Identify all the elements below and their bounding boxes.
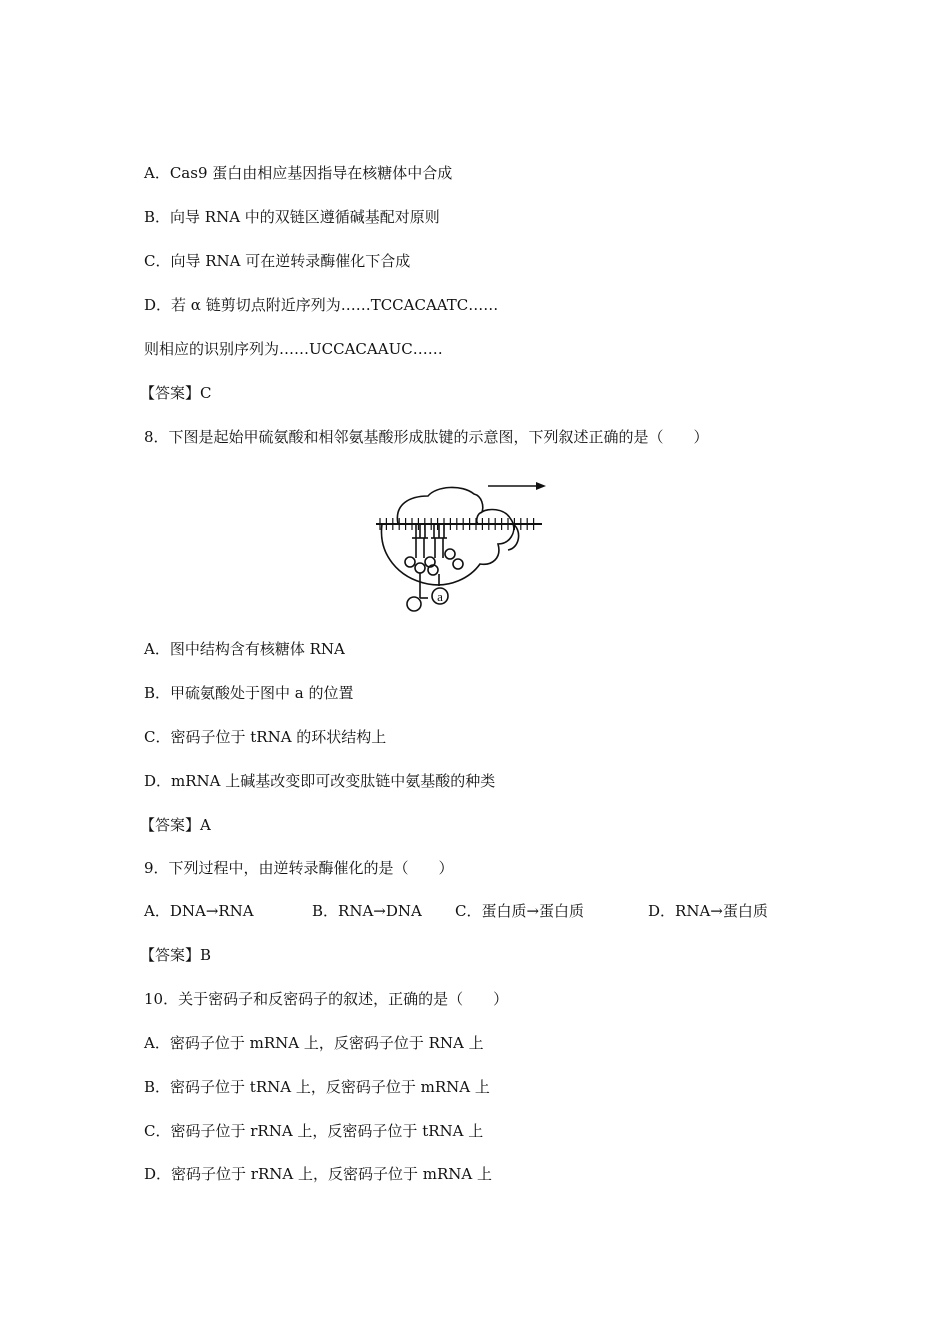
q7-option-b: B．向导 RNA 中的双链区遵循碱基配对原则: [144, 208, 440, 226]
q9-answer: 【答案】B: [140, 946, 212, 964]
q10-option-a: A．密码子位于 mRNA 上，反密码子位于 RNA 上: [144, 1034, 484, 1052]
q8-answer: 【答案】A: [140, 816, 211, 834]
q7-option-c: C．向导 RNA 可在逆转录酶催化下合成: [144, 252, 411, 270]
ribosome-lobe-divider: [477, 512, 482, 524]
q8-option-c: C．密码子位于 tRNA 的环状结构上: [144, 728, 387, 746]
q9-options-row: [0, 901, 950, 921]
q10-option-b: B．密码子位于 tRNA 上，反密码子位于 mRNA 上: [144, 1078, 490, 1096]
q8-option-a: A．图中结构含有核糖体 RNA: [144, 640, 345, 658]
q7-option-a: A．Cas9 蛋白由相应基因指导在核糖体中合成: [144, 164, 453, 182]
ribosome-lower-body: [381, 524, 513, 585]
ribosome-translation-figure: [370, 474, 550, 618]
q8-option-d: D．mRNA 上碱基改变即可改变肽链中氨基酸的种类: [144, 772, 496, 790]
q8-stem: 8．下图是起始甲硫氨酸和相邻氨基酸形成肽键的示意图，下列叙述正确的是（ ）: [144, 428, 709, 446]
q9-stem: 9．下列过程中，由逆转录酶催化的是（ ）: [144, 859, 454, 877]
q10-stem: 10．关于密码子和反密码子的叙述，正确的是（ ）: [144, 990, 509, 1008]
q10-option-c: C．密码子位于 rRNA 上，反密码子位于 tRNA 上: [144, 1122, 484, 1140]
q10-option-d: D．密码子位于 rRNA 上，反密码子位于 mRNA 上: [144, 1165, 492, 1183]
site-a-label: a: [437, 589, 443, 604]
q7-option-d-continuation: 则相应的识别序列为……UCCACAAUC……: [144, 340, 443, 358]
trna-left: [405, 524, 435, 598]
amino-acid-circle: [407, 597, 421, 611]
q7-option-d: D．若 α 链剪切点附近序列为……TCCACAATC……: [144, 296, 499, 314]
q9-option-d: D．RNA→蛋白质: [648, 902, 768, 920]
q9-option-b: B．RNA→DNA: [312, 902, 422, 920]
q9-option-c: C．蛋白质→蛋白质: [455, 902, 585, 920]
q7-answer: 【答案】C: [140, 384, 212, 402]
arrow-head: [536, 482, 546, 490]
q9-option-a: A．DNA→RNA: [144, 902, 254, 920]
trna-right: [428, 524, 463, 586]
q8-option-b: B．甲硫氨酸处于图中 a 的位置: [144, 684, 354, 702]
